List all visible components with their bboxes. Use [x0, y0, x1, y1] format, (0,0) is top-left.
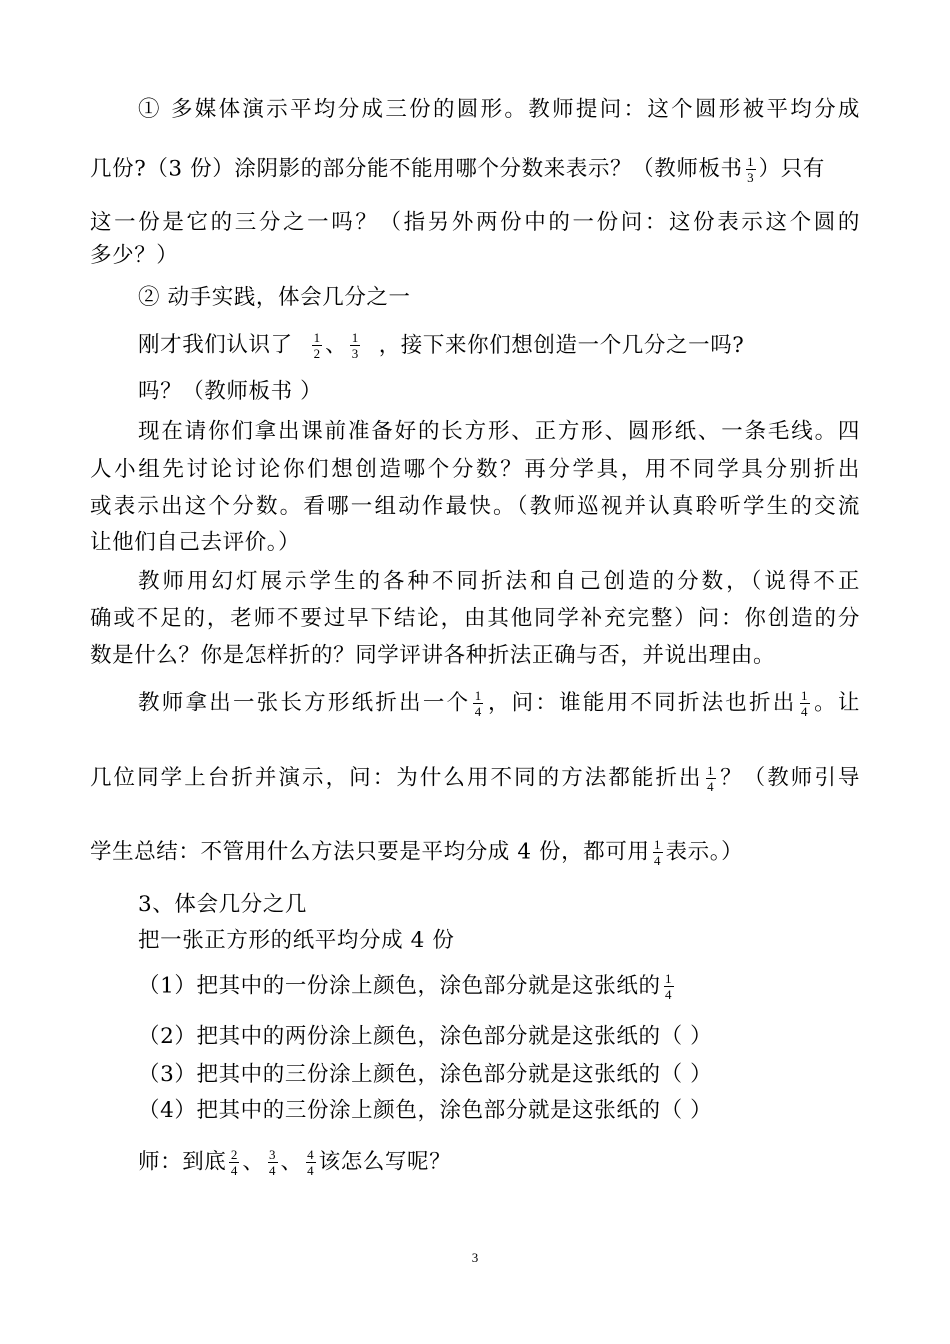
fraction-numerator: 2 [230, 1147, 238, 1162]
text-run: 教师拿出一张长方形纸折出一个 [138, 690, 471, 716]
fraction-numerator: 1 [654, 837, 662, 852]
exercise-item: （3）把其中的三份涂上颜色，涂色部分就是这张纸的（ ） [138, 1062, 713, 1087]
paragraph-line [138, 1148, 860, 1177]
text-run: 、 [242, 1149, 265, 1175]
text-run: 表示。） [665, 839, 744, 865]
text-run: 几份?（3 份）涂阴影的部分能不能用哪个分数来表示？（教师板书 [90, 156, 743, 182]
text-run: 师：到底 [138, 1149, 227, 1175]
text-run: ？（教师引导 [718, 765, 860, 791]
section-heading: 3、体会几分之几 [138, 892, 307, 917]
paragraph-line: 人小组先讨论讨论你们想创造哪个分数？再分学具，用不同学具分别折出 [90, 457, 860, 482]
fraction-one-quarter [473, 689, 483, 718]
fraction-one-half [312, 331, 322, 360]
paragraph-line: ① 多媒体演示平均分成三份的圆形。教师提问：这个圆形被平均分成 [138, 97, 860, 122]
fraction-denominator: 4 [654, 853, 662, 868]
fraction-denominator: 4 [307, 1163, 315, 1178]
fraction-one-third [350, 331, 360, 360]
paragraph-line: 让他们自己去评价。） [90, 530, 301, 555]
fraction-denominator: 2 [313, 346, 321, 361]
exercise-item: （2）把其中的两份涂上颜色，涂色部分就是这张纸的（ ） [138, 1024, 713, 1049]
fraction-one-quarter [706, 764, 716, 793]
fraction-denominator: 4 [230, 1163, 238, 1178]
fraction-denominator: 3 [351, 346, 359, 361]
text-run: 学生总结：不管用什么方法只要是平均分成 4 份，都可用 [90, 839, 650, 865]
fraction-one-third [746, 155, 756, 184]
paragraph-line [138, 331, 860, 360]
paragraph-line: 现在请你们拿出课前准备好的长方形、正方形、圆形纸、一条毛线。四 [138, 419, 860, 444]
paragraph-line [138, 689, 860, 718]
text-run: ）只有 [758, 156, 825, 182]
paragraph-line: 多少？） [90, 243, 179, 268]
text-run: 、 [280, 1149, 303, 1175]
fraction-denominator: 4 [800, 704, 809, 719]
fraction-one-quarter [664, 972, 674, 1001]
fraction-one-quarter [800, 689, 810, 718]
fraction-denominator: 4 [474, 704, 482, 719]
paragraph-line: 这一份是它的三分之一吗？（指另外两份中的一份问：这份表示这个圆的 [90, 210, 860, 235]
paragraph-line: 教师用幻灯展示学生的各种不同折法和自己创造的分数，（说得不正 [138, 569, 860, 594]
fraction-numerator: 1 [351, 330, 359, 345]
fraction-numerator: 1 [665, 971, 673, 986]
text-run: 几位同学上台折并演示，问：为什么用不同的方法都能折出 [90, 765, 703, 791]
text-run: （1）把其中的一份涂上颜色，涂色部分就是这张纸的 [138, 973, 661, 999]
text-run: 该怎么写呢？ [318, 1149, 452, 1175]
fraction-denominator: 4 [707, 779, 715, 794]
text-run: 、 [325, 332, 348, 358]
fraction-three-quarters [268, 1148, 278, 1177]
paragraph-line [90, 155, 860, 184]
fraction-one-quarter [653, 838, 663, 867]
exercise-item: （4）把其中的三份涂上颜色，涂色部分就是这张纸的（ ） [138, 1098, 713, 1123]
fraction-denominator: 3 [747, 170, 755, 185]
fraction-numerator: 1 [800, 688, 809, 703]
fraction-numerator: 1 [313, 330, 321, 345]
fraction-numerator: 4 [307, 1147, 315, 1162]
fraction-numerator: 3 [268, 1147, 277, 1162]
fraction-denominator: 4 [665, 987, 673, 1002]
page-number: 3 [471, 1250, 479, 1265]
paragraph-line [90, 838, 860, 867]
text-run: ，接下来你们想创造一个几分之一吗? [378, 332, 745, 358]
paragraph-line: 数是什么？你是怎样折的？同学评讲各种折法正确与否，并说出理由。 [90, 643, 776, 668]
paragraph-line: 确或不足的，老师不要过早下结论，由其他同学补充完整）问：你创造的分 [90, 606, 860, 631]
fraction-numerator: 1 [747, 154, 755, 169]
text-run: 。让 [812, 690, 861, 716]
fraction-numerator: 1 [474, 688, 482, 703]
paragraph-line: 或表示出这个分数。看哪一组动作最快。（教师巡视并认真聆听学生的交流 [90, 494, 860, 519]
fraction-numerator: 1 [707, 763, 715, 778]
exercise-item [138, 972, 860, 1001]
text-run: 刚才我们认识了 [138, 332, 293, 358]
paragraph-line: 把一张正方形的纸平均分成 4 份 [138, 928, 455, 953]
fraction-two-quarters [229, 1148, 239, 1177]
paragraph-line: 吗？（教师板书 ） [138, 379, 323, 404]
paragraph-line [90, 764, 860, 793]
fraction-denominator: 4 [268, 1163, 277, 1178]
section-heading: ② 动手实践，体会几分之一 [138, 285, 411, 310]
fraction-four-quarters [306, 1148, 316, 1177]
text-run: ，问：谁能用不同折法也折出 [486, 690, 797, 716]
